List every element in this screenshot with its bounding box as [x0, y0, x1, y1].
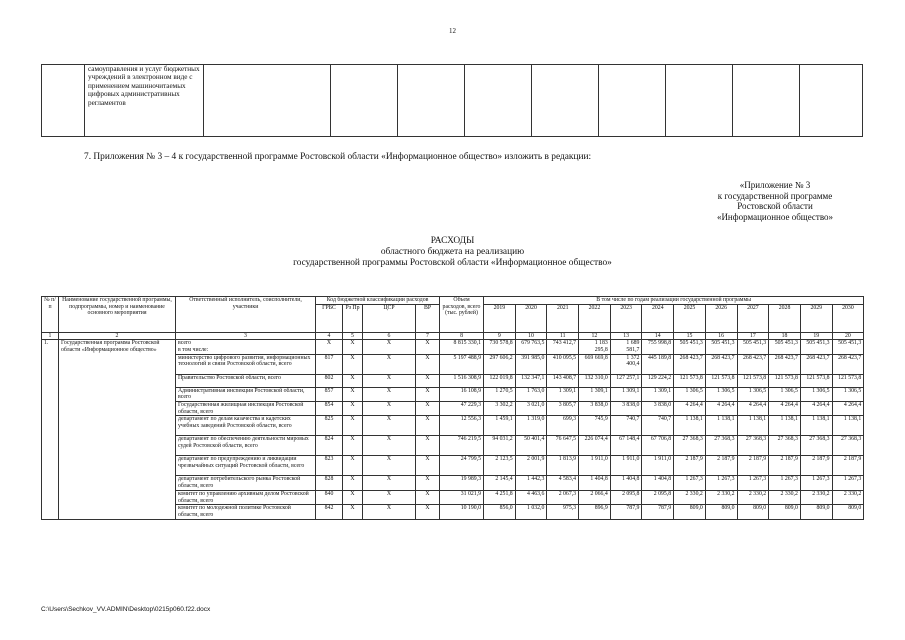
year-value: 1 309,1: [610, 387, 642, 401]
year-value: 1 442,3: [515, 476, 547, 490]
year-value: 1 911,0: [610, 456, 642, 476]
year-value: 740,7: [642, 416, 674, 436]
year-value: 129 224,2: [642, 374, 674, 387]
code-rzpr: X: [343, 402, 363, 416]
year-value: 2 330,2: [800, 490, 832, 504]
year-value: 1 138,1: [705, 416, 737, 436]
year-value: 1 459,1: [484, 416, 516, 436]
year-value: 1 306,5: [832, 387, 864, 401]
header-executor: Ответственный исполнитель, соисполнители, участники: [176, 297, 316, 333]
year-value: 121 573,8: [769, 374, 801, 387]
code-vr: X: [416, 505, 440, 519]
executor-name: комитет по управлению архивным делом Ростовской области, всего: [178, 490, 309, 504]
year-value: 3 838,0: [579, 402, 611, 416]
code-vr: X: [416, 340, 440, 354]
year-value: 3 838,0: [610, 402, 642, 416]
year-value: 1 309,1: [642, 387, 674, 401]
year-value: 743 412,7: [547, 340, 579, 354]
year-value: 268 423,7: [705, 354, 737, 374]
year-value: 4 264,4: [769, 402, 801, 416]
code-vr: X: [416, 416, 440, 436]
year-value: 2 187,9: [737, 456, 769, 476]
code-grbs: 828: [316, 476, 343, 490]
year-value: 787,9: [642, 505, 674, 519]
year-value: 1 911,0: [642, 456, 674, 476]
executor-name: департамент по предупреждению и ликвидации чрезвычайных ситуаций Ростовской области, всего: [178, 456, 305, 470]
code-csr: X: [363, 416, 416, 436]
executor-name: комитет по молодежной политике Ростовской области, всего: [178, 505, 291, 518]
year-value: 1 306,5: [674, 387, 706, 401]
header-year: 2021: [547, 304, 579, 332]
year-value: 1 306,5: [800, 387, 832, 401]
year-value: 121 573,8: [674, 374, 706, 387]
code-grbs: 840: [316, 490, 343, 504]
header-grbs: ГРБС: [316, 304, 343, 332]
executor-cell: [176, 354, 316, 374]
code-csr: X: [363, 354, 416, 374]
code-rzpr: X: [343, 374, 363, 387]
total-volume: 47 229,3: [440, 402, 484, 416]
year-value: 2 330,2: [832, 490, 864, 504]
year-value: 268 423,7: [674, 354, 706, 374]
year-value: 1 138,1: [737, 416, 769, 436]
column-number: 17: [737, 332, 769, 340]
year-value: 1 813,9: [547, 456, 579, 476]
year-value: 755 998,8: [642, 340, 674, 354]
year-value: 1 404,8: [642, 476, 674, 490]
year-value: 2 330,2: [674, 490, 706, 504]
year-value: 2 123,5: [484, 456, 516, 476]
year-value: 1 911,0: [579, 456, 611, 476]
title-line: РАСХОДЫ: [430, 236, 475, 246]
code-vr: X: [416, 490, 440, 504]
year-value: 1 306,5: [769, 387, 801, 401]
table-row: [42, 340, 864, 354]
year-value: 121 573,8: [800, 374, 832, 387]
header-budget-code: Код бюджетной классификации расходов: [316, 297, 440, 305]
code-grbs: 842: [316, 505, 343, 519]
code-rzpr: X: [343, 387, 363, 401]
appendix-line: «Приложение № 3: [739, 180, 811, 190]
year-value: 1 404,8: [579, 476, 611, 490]
year-value: 268 423,7: [769, 354, 801, 374]
year-value: 730 578,8: [484, 340, 516, 354]
table-cell-text: самоуправления и услуг бюджетных учреждений в электронном виде с применением машиночитаемых цифровых административных регламентов: [85, 65, 204, 137]
code-csr: X: [363, 387, 416, 401]
year-value: 699,3: [547, 416, 579, 436]
code-rzpr: X: [343, 490, 363, 504]
year-value: 1 270,5: [484, 387, 516, 401]
document-title: [0, 236, 905, 269]
column-number: 3: [176, 332, 316, 340]
year-value: 121 573,8: [737, 374, 769, 387]
column-number: 15: [674, 332, 706, 340]
year-value: 2 095,8: [610, 490, 642, 504]
year-value: 809,0: [769, 505, 801, 519]
executor-cell: [176, 416, 316, 436]
year-value: 4 251,8: [484, 490, 516, 504]
year-value: 856,0: [484, 505, 516, 519]
header-year: 2025: [674, 304, 706, 332]
column-number: 19: [800, 332, 832, 340]
code-grbs: 825: [316, 416, 343, 436]
table-cell: [532, 65, 599, 137]
column-number: 1: [42, 332, 59, 340]
code-rzpr: X: [343, 456, 363, 476]
header-year: 2026: [705, 304, 737, 332]
header-vr: ВР: [416, 304, 440, 332]
year-value: 2 066,4: [579, 490, 611, 504]
year-value: 2 187,9: [674, 456, 706, 476]
executor-name: департамент потребительского рынка Ростовской области, всего: [178, 476, 301, 490]
column-number: 8: [440, 332, 484, 340]
code-csr: X: [363, 340, 416, 354]
executor-subtitle: в том числе:: [178, 346, 209, 353]
column-number: 16: [705, 332, 737, 340]
year-value: 4 264,4: [705, 402, 737, 416]
code-csr: X: [363, 490, 416, 504]
column-number: 12: [579, 332, 611, 340]
executor-cell: [176, 436, 316, 456]
year-value: 809,0: [705, 505, 737, 519]
year-value: 2 187,9: [832, 456, 864, 476]
year-value: 1 138,1: [674, 416, 706, 436]
year-value: 1 309,1: [579, 387, 611, 401]
column-number: 5: [343, 332, 363, 340]
page-number: 12: [449, 27, 456, 35]
year-value: 27 368,3: [674, 436, 706, 456]
year-value: 896,9: [579, 505, 611, 519]
year-value: 1 319,0: [515, 416, 547, 436]
year-value: 445 189,8: [642, 354, 674, 374]
year-value: 1 138,1: [769, 416, 801, 436]
year-value: 505 451,3: [832, 340, 864, 354]
year-value: 2 330,2: [737, 490, 769, 504]
year-value: 1 267,3: [705, 476, 737, 490]
code-vr: X: [416, 354, 440, 374]
executor-name: Правительство Ростовской области, всего: [178, 374, 281, 381]
code-grbs: 817: [316, 354, 343, 374]
executor-cell: [176, 340, 316, 354]
year-value: 505 451,3: [674, 340, 706, 354]
year-value: 94 031,2: [484, 436, 516, 456]
header-year: 2023: [610, 304, 642, 332]
executor-cell: [176, 456, 316, 476]
year-value: 27 368,3: [737, 436, 769, 456]
total-volume: 16 108,9: [440, 387, 484, 401]
executor-name: всего: [178, 340, 192, 347]
code-csr: X: [363, 374, 416, 387]
executor-cell: [176, 505, 316, 519]
executor-name: департамент по обеспечению деятельности мировых судей Ростовской области, всего: [178, 436, 309, 450]
column-number: 10: [515, 332, 547, 340]
header-rzpr: Рз Пр: [343, 304, 363, 332]
year-value: 669 669,8: [579, 354, 611, 374]
header-year: 2029: [800, 304, 832, 332]
year-value: 143 408,7: [547, 374, 579, 387]
total-volume: 8 815 330,1: [440, 340, 484, 354]
year-value: 740,7: [610, 416, 642, 436]
column-number: 11: [547, 332, 579, 340]
year-value: 505 451,3: [737, 340, 769, 354]
table-cell: [666, 65, 733, 137]
year-value: 2 187,9: [769, 456, 801, 476]
executor-name: Административная инспекция Ростовской области, всего: [178, 387, 305, 401]
year-value: 1 404,8: [610, 476, 642, 490]
year-value: 2 187,9: [705, 456, 737, 476]
year-value: 4 463,6: [515, 490, 547, 504]
year-value: 2 001,9: [515, 456, 547, 476]
executor-name: министерство цифрового развития, информационных технологий и связи Ростовской области, всего: [178, 354, 311, 368]
code-csr: X: [363, 436, 416, 456]
year-value: 505 451,3: [800, 340, 832, 354]
file-path-footer: C:\Users\Sechkov_VV.ADMIN\Desktop\0215p060.f22.docx: [41, 606, 211, 613]
year-value: 391 985,0: [515, 354, 547, 374]
code-grbs: X: [316, 340, 343, 354]
code-vr: X: [416, 374, 440, 387]
code-csr: X: [363, 505, 416, 519]
year-value: 121 573,8: [832, 374, 864, 387]
table-cell: [331, 65, 398, 137]
table-cell: [398, 65, 465, 137]
table-cell: [733, 65, 800, 137]
executor-cell: [176, 490, 316, 504]
year-value: 2 330,2: [705, 490, 737, 504]
executor-cell: [176, 387, 316, 401]
year-value: 1 138,1: [832, 416, 864, 436]
year-value: 3 805,7: [547, 402, 579, 416]
year-value: 50 401,4: [515, 436, 547, 456]
year-value: 67 148,4: [610, 436, 642, 456]
year-value: 268 423,7: [800, 354, 832, 374]
year-value: 27 368,3: [800, 436, 832, 456]
year-value: 1 372 400,4: [610, 354, 642, 374]
item-7-paragraph: 7. Приложения № 3 – 4 к государственной программе Ростовской области «Информационное общество» изложить в редакции:: [84, 152, 592, 162]
column-number: 6: [363, 332, 416, 340]
column-number: 14: [642, 332, 674, 340]
appendix-line: Ростовской области: [737, 201, 813, 211]
year-value: 505 451,3: [705, 340, 737, 354]
table-cell: [599, 65, 666, 137]
table-cell: [204, 65, 331, 137]
code-vr: X: [416, 436, 440, 456]
year-value: 1 267,3: [769, 476, 801, 490]
year-value: 1 183 295,8: [579, 340, 611, 354]
header-year: 2024: [642, 304, 674, 332]
year-value: 787,9: [610, 505, 642, 519]
year-value: 1 689 581,7: [610, 340, 642, 354]
year-value: 132 347,1: [515, 374, 547, 387]
year-value: 127 257,1: [610, 374, 642, 387]
year-value: 679 763,5: [515, 340, 547, 354]
total-volume: 31 021,9: [440, 490, 484, 504]
total-volume: 5 197 488,9: [440, 354, 484, 374]
column-number: 4: [316, 332, 343, 340]
title-line: государственной программы Ростовской области «Информационное общество»: [293, 258, 612, 268]
total-volume: 1 516 308,9: [440, 374, 484, 387]
year-value: 1 267,3: [800, 476, 832, 490]
appendix-line: «Информационное общество»: [716, 211, 834, 222]
code-csr: X: [363, 476, 416, 490]
year-value: 745,9: [579, 416, 611, 436]
code-vr: X: [416, 476, 440, 490]
total-volume: 12 556,3: [440, 416, 484, 436]
year-value: 809,0: [832, 505, 864, 519]
column-number: 18: [769, 332, 801, 340]
column-number: 20: [832, 332, 864, 340]
year-value: 3 302,2: [484, 402, 516, 416]
year-value: 27 368,3: [769, 436, 801, 456]
year-value: 1 306,5: [737, 387, 769, 401]
header-year: 2027: [737, 304, 769, 332]
executor-cell: [176, 374, 316, 387]
code-grbs: 824: [316, 436, 343, 456]
year-value: 410 095,5: [547, 354, 579, 374]
executor-name: Государственная жилищная инспекция Ростовской области, всего: [178, 402, 304, 415]
year-value: 132 310,0: [579, 374, 611, 387]
year-value: 297 606,2: [484, 354, 516, 374]
code-grbs: 802: [316, 374, 343, 387]
total-volume: 746 219,5: [440, 436, 484, 456]
year-value: 1 267,3: [737, 476, 769, 490]
table-cell: [42, 65, 85, 137]
year-value: 809,0: [800, 505, 832, 519]
expenses-table: [41, 296, 864, 520]
year-value: 27 368,3: [832, 436, 864, 456]
code-rzpr: X: [343, 340, 363, 354]
year-value: 3 838,0: [642, 402, 674, 416]
year-value: 2 145,4: [484, 476, 516, 490]
executor-cell: [176, 476, 316, 490]
header-num: № п/п: [42, 297, 59, 333]
year-value: 4 264,4: [832, 402, 864, 416]
year-value: 1 032,0: [515, 505, 547, 519]
year-value: 1 267,3: [832, 476, 864, 490]
total-volume: 19 989,3: [440, 476, 484, 490]
code-rzpr: X: [343, 436, 363, 456]
header-name: Наименование государственной программы, подпрограммы, номер и наименование основного мероприятия: [59, 297, 176, 333]
column-number: 9: [484, 332, 516, 340]
program-name: Государственная программа Ростовской области «Информационное общество»: [59, 340, 176, 519]
header-year: 2019: [484, 304, 516, 332]
year-value: 3 021,0: [515, 402, 547, 416]
code-rzpr: X: [343, 476, 363, 490]
title-line: областного бюджета на реализацию: [380, 247, 525, 257]
appendix-heading: [700, 180, 850, 222]
column-number: 13: [610, 332, 642, 340]
code-csr: X: [363, 402, 416, 416]
year-value: 76 647,5: [547, 436, 579, 456]
column-number: 7: [416, 332, 440, 340]
previous-table-fragment: [41, 64, 863, 137]
table-cell: [800, 65, 863, 137]
year-value: 121 573,8: [705, 374, 737, 387]
executor-name: департамент по делам казачества и кадетских учебных заведений Ростовской области, всего: [178, 416, 292, 430]
header-year: 2028: [769, 304, 801, 332]
year-value: 1 306,5: [705, 387, 737, 401]
year-value: 809,0: [674, 505, 706, 519]
year-value: 67 706,8: [642, 436, 674, 456]
year-value: 2 187,9: [800, 456, 832, 476]
year-value: 268 423,7: [832, 354, 864, 374]
year-value: 975,3: [547, 505, 579, 519]
year-value: 226 074,4: [579, 436, 611, 456]
executor-cell: [176, 402, 316, 416]
year-value: 505 451,3: [769, 340, 801, 354]
code-csr: X: [363, 456, 416, 476]
year-value: 27 368,3: [705, 436, 737, 456]
year-value: 1 763,0: [515, 387, 547, 401]
header-csr: ЦСР: [363, 304, 416, 332]
year-value: 4 264,4: [737, 402, 769, 416]
header-year: 2020: [515, 304, 547, 332]
code-grbs: 857: [316, 387, 343, 401]
year-value: 809,0: [737, 505, 769, 519]
code-vr: X: [416, 456, 440, 476]
year-value: 1 309,1: [547, 387, 579, 401]
program-number: 1.: [42, 340, 59, 519]
year-value: 4 583,4: [547, 476, 579, 490]
total-volume: 10 190,0: [440, 505, 484, 519]
code-grbs: 823: [316, 456, 343, 476]
table-cell: [465, 65, 532, 137]
year-value: 2 095,8: [642, 490, 674, 504]
column-number: 2: [59, 332, 176, 340]
year-value: 268 423,7: [737, 354, 769, 374]
appendix-line: к государственной программе: [717, 190, 833, 201]
code-rzpr: X: [343, 505, 363, 519]
year-value: 4 264,4: [800, 402, 832, 416]
code-rzpr: X: [343, 354, 363, 374]
year-value: 122 019,8: [484, 374, 516, 387]
year-value: 2 067,3: [547, 490, 579, 504]
code-rzpr: X: [343, 416, 363, 436]
header-years-group: В том числе по годам реализации государственной программы: [484, 297, 864, 305]
year-value: 2 330,2: [769, 490, 801, 504]
code-grbs: 854: [316, 402, 343, 416]
header-year: 2030: [832, 304, 864, 332]
header-year: 2022: [579, 304, 611, 332]
year-value: 1 267,3: [674, 476, 706, 490]
year-value: 4 264,4: [674, 402, 706, 416]
header-volume: Объем расходов, всего (тыс. рублей): [440, 297, 484, 333]
code-vr: X: [416, 402, 440, 416]
code-vr: X: [416, 387, 440, 401]
total-volume: 24 799,5: [440, 456, 484, 476]
year-value: 1 138,1: [800, 416, 832, 436]
